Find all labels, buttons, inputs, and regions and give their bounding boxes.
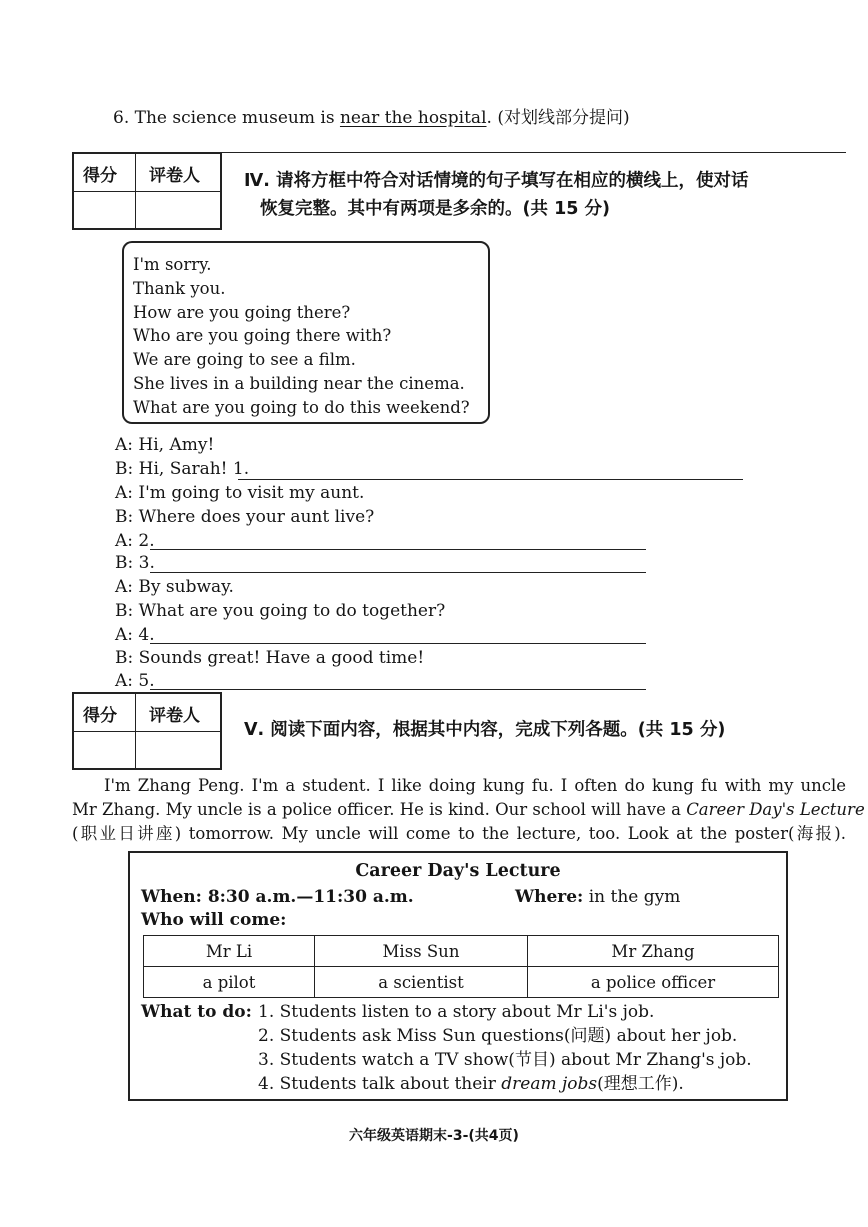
- score-label: 得分: [83, 706, 117, 726]
- dialogue-line: A: 2.: [115, 531, 155, 551]
- dialogue-line: A: 4.: [115, 625, 155, 645]
- dialogue-line: B: Hi, Sarah! 1.: [115, 459, 250, 479]
- dialogue-line: A: I'm going to visit my aunt.: [115, 483, 365, 503]
- poster-when: [141, 886, 414, 908]
- where-label: Where:: [515, 887, 584, 907]
- task-item: 2. Students ask Miss Sun questions(问题) about her job.: [258, 1026, 738, 1046]
- people-table: [143, 935, 779, 998]
- dialogue-line: A: 5.: [115, 671, 155, 691]
- option-item: Who are you going there with?: [133, 326, 392, 346]
- page-footer: 六年级英语期末-3-(共4页): [349, 1128, 519, 1144]
- question-6: [113, 107, 630, 129]
- option-box: [122, 241, 490, 424]
- q6-underlined-phrase: near the hospital: [339, 108, 487, 128]
- section-5-title: Ⅴ. 阅读下面内容，根据其中内容，完成下列各题。(共 15 分): [244, 720, 726, 740]
- score-box-section-4: [72, 152, 222, 230]
- blank-3[interactable]: [150, 572, 646, 573]
- table-cell: a police officer: [528, 967, 779, 998]
- reviewer-label: 评卷人: [149, 706, 200, 726]
- passage-line1: I'm Zhang Peng. I'm a student. I like doing kung fu. I often do kung fu with my uncle: [104, 776, 846, 795]
- section-4-title-line2: 恢复完整。其中有两项是多余的。(共 15 分): [260, 199, 611, 219]
- dialogue-line: B: Sounds great! Have a good time!: [115, 648, 425, 668]
- when-value: 8:30 a.m.—11:30 a.m.: [201, 887, 414, 907]
- table-cell: a pilot: [144, 967, 315, 998]
- section-4-rule: [222, 152, 846, 153]
- table-cell: Mr Zhang: [528, 936, 779, 967]
- blank-2[interactable]: [150, 549, 646, 550]
- passage-line2-text: Mr Zhang. My uncle is a police officer. He is kind. Our school will have a: [72, 800, 687, 819]
- task4-suffix: (理想工作).: [597, 1074, 684, 1094]
- option-item: I'm sorry.: [133, 255, 212, 274]
- task-item: 1. Students listen to a story about Mr Li's job.: [258, 1002, 655, 1022]
- who-label: Who will come:: [141, 910, 287, 930]
- score-label: 得分: [83, 166, 117, 186]
- blank-1[interactable]: [238, 479, 743, 480]
- table-row: [144, 967, 779, 998]
- option-item: How are you going there?: [133, 302, 351, 322]
- blank-4[interactable]: [150, 643, 646, 644]
- q6-instruction: . (对划线部分提问): [486, 108, 630, 128]
- poster-where: [515, 886, 680, 908]
- dialogue-line: A: Hi, Amy!: [115, 435, 215, 455]
- dialogue-line: A: By subway.: [115, 577, 234, 597]
- option-item: She lives in a building near the cinema.: [133, 373, 465, 393]
- table-cell: Mr Li: [144, 936, 315, 967]
- reviewer-label: 评卷人: [149, 166, 200, 186]
- section-4-title-line1: Ⅳ. 请将方框中符合对话情境的句子填写在相应的横线上，使对话: [244, 171, 749, 191]
- option-item: What are you going to do this weekend?: [133, 397, 470, 417]
- poster-title: Career Day's Lecture: [355, 861, 561, 881]
- task4-text: 4. Students talk about their: [258, 1074, 502, 1094]
- dialogue-line: B: 3.: [115, 553, 155, 573]
- where-value: in the gym: [583, 887, 681, 907]
- dialogue-line: B: Where does your aunt live?: [115, 507, 375, 527]
- lecture-name: Career Day's Lecture: [686, 800, 865, 819]
- table-row: [144, 936, 779, 967]
- task-item: 3. Students watch a TV show(节目) about Mr Zhang's job.: [258, 1050, 752, 1070]
- task-item: [258, 1073, 684, 1095]
- q6-text: 6. The science museum is: [113, 108, 340, 128]
- poster: [128, 851, 788, 1101]
- table-cell: a scientist: [315, 967, 528, 998]
- table-cell: Miss Sun: [315, 936, 528, 967]
- dialogue-line: B: What are you going to do together?: [115, 601, 446, 621]
- score-box-section-5: [72, 692, 222, 770]
- task4-italic: dream jobs: [501, 1074, 598, 1094]
- when-label: When:: [141, 887, 202, 907]
- passage-line2: [72, 798, 865, 822]
- section-4-title: [244, 167, 748, 223]
- passage-line3: (职业日讲座) tomorrow. My uncle will come to the lecture, too. Look at the poster(海报).: [72, 824, 846, 843]
- what-label: What to do:: [141, 1002, 252, 1022]
- option-item: We are going to see a film.: [133, 350, 356, 370]
- blank-5[interactable]: [150, 689, 646, 690]
- option-item: Thank you.: [133, 278, 226, 298]
